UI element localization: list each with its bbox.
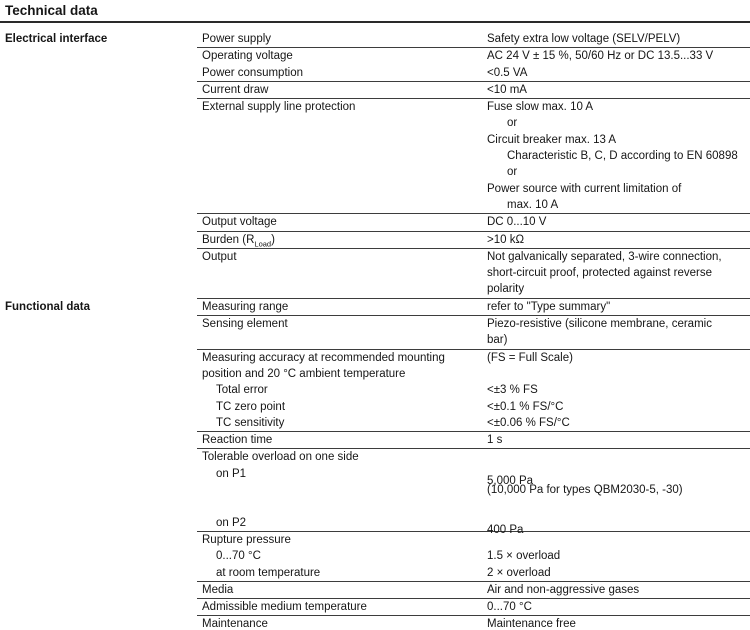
table-line xyxy=(197,164,750,180)
value-cell xyxy=(482,132,750,148)
table-row xyxy=(0,48,750,82)
table-row xyxy=(0,299,750,316)
parameter-cell xyxy=(197,132,482,148)
value-cell xyxy=(482,366,750,382)
parameter-text: 0...70 °C xyxy=(216,550,261,563)
table-line xyxy=(197,515,750,536)
parameter-cell xyxy=(197,164,482,180)
table-line xyxy=(197,99,750,115)
table-line xyxy=(197,350,750,366)
table-row xyxy=(0,99,750,214)
section-label-spacer xyxy=(0,214,197,231)
value-text: 400 Pa xyxy=(487,523,524,536)
parameter-cell xyxy=(197,432,482,448)
parameter-text: ) xyxy=(271,233,275,246)
value-text: refer to "Type summary" xyxy=(487,300,611,313)
value-text: (FS = Full Scale) xyxy=(487,351,573,364)
parameter-cell xyxy=(197,31,482,47)
value-text: <±0.06 % FS/°C xyxy=(487,416,570,429)
parameter-text: Burden (R xyxy=(202,233,255,246)
section-label-spacer xyxy=(0,599,197,616)
value-cell xyxy=(482,432,750,448)
value-cell xyxy=(482,232,750,248)
section-label-spacer xyxy=(0,232,197,249)
parameter-subscript: Load xyxy=(254,238,272,248)
parameter-text: Power supply xyxy=(202,33,272,45)
table-line xyxy=(197,82,750,98)
value-cell xyxy=(482,565,750,581)
parameter-text: Measuring accuracy at recommended mounting xyxy=(202,351,445,364)
value-text: 1.5 × overload xyxy=(487,550,561,563)
parameter-text: Sensing element xyxy=(202,318,288,331)
value-cell xyxy=(482,65,750,81)
value-text: (10,000 Pa for types QBM2030-5, -30) xyxy=(487,484,683,497)
table-line xyxy=(197,466,750,487)
table-row xyxy=(0,582,750,599)
section-label-spacer xyxy=(0,350,197,432)
row-group xyxy=(197,299,750,316)
parameter-text: on P1 xyxy=(216,467,247,480)
value-text: Power source with current limitation of xyxy=(487,182,682,195)
value-text: AC 24 V ± 15 %, 50/60 Hz or DC 13.5...33 V xyxy=(487,50,714,63)
value-cell xyxy=(482,515,750,536)
row-group xyxy=(197,249,750,299)
parameter-text: Output voltage xyxy=(202,216,277,229)
value-cell xyxy=(482,599,750,615)
table-row xyxy=(0,432,750,449)
section-label-spacer xyxy=(0,99,197,214)
value-text: Not galvanically separated, 3-wire connection, xyxy=(487,250,722,263)
row-group xyxy=(197,232,750,249)
table-line xyxy=(197,31,750,47)
value-cell xyxy=(482,399,750,415)
parameter-text: Output xyxy=(202,250,237,263)
table-line xyxy=(197,449,750,465)
table-line xyxy=(197,281,750,297)
value-cell xyxy=(482,99,750,115)
table-line xyxy=(197,482,750,498)
value-cell xyxy=(482,616,750,630)
table-line xyxy=(197,197,750,213)
value-text: or xyxy=(507,117,518,130)
value-cell xyxy=(482,249,750,265)
parameter-cell xyxy=(197,249,482,265)
value-cell xyxy=(482,548,750,564)
parameter-text: on P2 xyxy=(216,516,247,529)
parameter-cell xyxy=(197,316,482,332)
value-text: Maintenance free xyxy=(487,618,576,630)
parameter-cell xyxy=(197,82,482,98)
parameter-cell xyxy=(197,214,482,230)
value-cell xyxy=(482,265,750,281)
parameter-cell xyxy=(197,532,482,548)
parameter-cell xyxy=(197,265,482,281)
value-cell xyxy=(482,82,750,98)
parameter-text: at room temperature xyxy=(216,566,321,579)
value-cell xyxy=(482,332,750,348)
value-text: 1 s xyxy=(487,434,503,447)
parameter-cell xyxy=(197,616,482,630)
table-line xyxy=(197,316,750,332)
table-line xyxy=(197,299,750,315)
section-label: Electrical interface xyxy=(5,33,108,45)
parameter-cell xyxy=(197,181,482,197)
table-line xyxy=(197,366,750,382)
row-group xyxy=(197,214,750,231)
value-cell xyxy=(482,31,750,47)
table-row xyxy=(0,82,750,99)
parameter-text: Tolerable overload on one side xyxy=(202,451,359,464)
parameter-text: Reaction time xyxy=(202,434,273,447)
parameter-cell xyxy=(197,99,482,115)
table-line xyxy=(197,382,750,398)
table-row xyxy=(0,232,750,249)
row-group xyxy=(197,582,750,599)
parameter-text: TC zero point xyxy=(216,400,286,413)
parameter-cell xyxy=(197,498,482,514)
value-cell xyxy=(482,164,750,180)
value-text: 0...70 °C xyxy=(487,601,532,614)
value-cell xyxy=(482,148,750,164)
page-title: Technical data xyxy=(5,3,98,18)
row-group xyxy=(197,616,750,630)
parameter-cell xyxy=(197,281,482,297)
value-text: Piezo-resistive (silicone membrane, ceramic xyxy=(487,318,712,331)
table-line xyxy=(197,399,750,415)
parameter-cell xyxy=(197,382,482,398)
value-text: Safety extra low voltage (SELV/PELV) xyxy=(487,33,681,45)
table-line xyxy=(197,181,750,197)
parameter-cell xyxy=(197,449,482,465)
table-row xyxy=(0,350,750,432)
value-text: 2 × overload xyxy=(487,566,551,579)
table-row xyxy=(0,616,750,630)
value-cell xyxy=(482,498,750,514)
section-label-spacer xyxy=(0,316,197,350)
value-cell xyxy=(482,181,750,197)
section-label-spacer xyxy=(0,432,197,449)
section-label-spacer xyxy=(0,48,197,82)
value-cell xyxy=(482,449,750,465)
table-line xyxy=(197,432,750,448)
parameter-cell xyxy=(197,548,482,564)
value-text: polarity xyxy=(487,283,525,296)
value-text: Circuit breaker max. 13 A xyxy=(487,133,617,146)
section-label-spacer xyxy=(0,449,197,531)
parameter-cell xyxy=(197,415,482,431)
parameter-cell xyxy=(197,197,482,213)
section-label-spacer xyxy=(0,532,197,582)
parameter-text: External supply line protection xyxy=(202,101,356,114)
row-group xyxy=(197,449,750,536)
table-line xyxy=(197,265,750,281)
table-line xyxy=(197,332,750,348)
value-cell xyxy=(482,197,750,213)
value-cell xyxy=(482,281,750,297)
parameter-cell xyxy=(197,299,482,315)
value-text: or xyxy=(507,166,518,179)
parameter-cell xyxy=(197,350,482,366)
parameter-text: TC sensitivity xyxy=(216,416,285,429)
parameter-cell xyxy=(197,232,482,248)
value-text: Characteristic B, C, D according to EN 60898 xyxy=(507,150,738,163)
row-group xyxy=(197,316,750,350)
table-line xyxy=(197,415,750,431)
section-label-spacer xyxy=(0,249,197,299)
value-cell xyxy=(482,316,750,332)
value-cell xyxy=(482,466,750,487)
parameter-cell xyxy=(197,48,482,64)
table-line xyxy=(197,532,750,548)
value-cell xyxy=(482,299,750,315)
value-text: Fuse slow max. 10 A xyxy=(487,101,594,114)
parameter-text: Rupture pressure xyxy=(202,533,291,546)
value-text: DC 0...10 V xyxy=(487,216,547,229)
parameter-text: Measuring range xyxy=(202,300,289,313)
table-line xyxy=(197,148,750,164)
value-text: bar) xyxy=(487,334,508,347)
value-cell xyxy=(482,382,750,398)
value-text: <10 mA xyxy=(487,83,527,96)
row-group xyxy=(197,48,750,82)
value-text: 5,000 Pa xyxy=(487,474,534,487)
parameter-text: position and 20 °C ambient temperature xyxy=(202,367,406,380)
table-row xyxy=(0,214,750,231)
parameter-cell xyxy=(197,366,482,382)
parameter-text: Maintenance xyxy=(202,618,268,630)
value-text: <0.5 VA xyxy=(487,66,528,79)
parameter-text: Current draw xyxy=(202,83,269,96)
parameter-cell xyxy=(197,148,482,164)
table-line xyxy=(197,565,750,581)
table-line xyxy=(197,599,750,615)
table-row xyxy=(0,599,750,616)
table-row xyxy=(0,449,750,536)
parameter-cell xyxy=(197,599,482,615)
table-line xyxy=(197,48,750,64)
parameter-cell xyxy=(197,515,482,531)
table-line xyxy=(197,548,750,564)
row-group xyxy=(197,31,750,48)
row-group xyxy=(197,432,750,449)
row-group xyxy=(197,599,750,616)
parameter-text: Admissible medium temperature xyxy=(202,601,367,614)
row-group xyxy=(197,99,750,214)
title-rule xyxy=(0,21,750,23)
table-line xyxy=(197,498,750,514)
value-cell xyxy=(482,214,750,230)
parameter-cell xyxy=(197,466,482,482)
parameter-cell xyxy=(197,332,482,348)
value-text: <±3 % FS xyxy=(487,384,538,397)
parameter-text: Total error xyxy=(216,384,268,397)
value-text: <±0.1 % FS/°C xyxy=(487,400,564,413)
table-line xyxy=(197,249,750,265)
row-group xyxy=(197,82,750,99)
section-label: Functional data xyxy=(5,300,90,313)
parameter-text: Operating voltage xyxy=(202,50,293,63)
table-row xyxy=(0,249,750,299)
value-cell xyxy=(482,415,750,431)
value-text: Air and non-aggressive gases xyxy=(487,583,640,596)
row-group xyxy=(197,350,750,432)
section-label-spacer xyxy=(0,582,197,599)
table-line xyxy=(197,132,750,148)
value-cell xyxy=(482,350,750,366)
table-line xyxy=(197,582,750,598)
parameter-cell xyxy=(197,482,482,498)
parameter-cell xyxy=(197,565,482,581)
parameter-text: Media xyxy=(202,583,234,596)
parameter-cell xyxy=(197,65,482,81)
technical-data-table xyxy=(0,31,750,630)
table-line xyxy=(197,616,750,630)
table-row xyxy=(0,532,750,582)
row-group xyxy=(197,532,750,582)
table-line xyxy=(197,115,750,131)
value-cell xyxy=(482,48,750,64)
value-text: max. 10 A xyxy=(507,198,559,211)
table-row xyxy=(0,31,750,48)
value-cell xyxy=(482,582,750,598)
table-line xyxy=(197,214,750,230)
value-text: short-circuit proof, protected against reverse xyxy=(487,267,712,280)
value-text: >10 kΩ xyxy=(487,233,525,246)
section-label-spacer xyxy=(0,82,197,99)
parameter-cell xyxy=(197,582,482,598)
parameter-cell xyxy=(197,115,482,131)
parameter-text: Power consumption xyxy=(202,66,303,79)
table-line xyxy=(197,232,750,248)
table-row xyxy=(0,316,750,350)
value-cell xyxy=(482,115,750,131)
table-line xyxy=(197,65,750,81)
section-label-spacer xyxy=(0,616,197,630)
parameter-cell xyxy=(197,399,482,415)
